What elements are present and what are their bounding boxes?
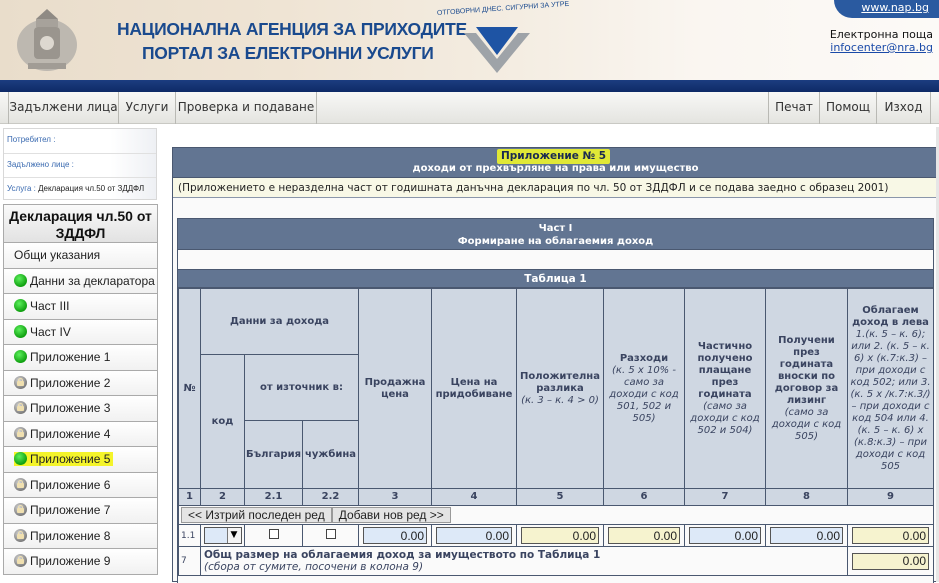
col-number: 9 (848, 489, 934, 506)
sidebar-item-part-4[interactable]: Част IV (3, 320, 158, 346)
lock-icon (14, 376, 27, 389)
taxable-income-input[interactable] (852, 527, 929, 544)
lock-icon (14, 427, 27, 440)
positive-diff-input[interactable] (521, 527, 599, 544)
nav-obligated-persons[interactable]: Задължени лица (8, 92, 119, 124)
col-number: 3 (359, 489, 432, 506)
col-header-partial-payment: Частично получено плащане през годината (само за доходи с код 502 и 504) (685, 289, 766, 489)
service-value: Декларация чл.50 от ЗДДФЛ (38, 184, 145, 193)
add-new-row-button[interactable]: Добави нов ред >> (332, 507, 451, 523)
obligated-person-label: Задължено лице : (7, 160, 74, 169)
part-title: Част I (538, 223, 573, 234)
email-label: Електронна поща (829, 28, 933, 41)
sidebar-item-appendix-4[interactable]: Приложение 4 (3, 422, 158, 448)
total-taxable-income-input[interactable] (852, 553, 929, 570)
sidebar-item-appendix-1[interactable]: Приложение 1 (3, 345, 158, 371)
total-row-number: 7 (179, 547, 201, 576)
col-header-acquisition-price: Цена на придобиване (432, 289, 517, 489)
portal-title: ПОРТАЛ ЗА ЕЛЕКТРОННИ УСЛУГИ (142, 43, 434, 63)
col-number: 7 (685, 489, 766, 506)
appendix-5-form (172, 147, 939, 582)
income-code-select[interactable] (204, 527, 242, 544)
col-number: 2.1 (245, 489, 303, 506)
nap-logo-icon (464, 25, 530, 73)
appendix-subtitle: доходи от прехвърляне на права или имущество (412, 163, 699, 174)
col-number: 1 (179, 489, 201, 506)
row-number: 1.1 (179, 525, 201, 547)
sidebar-title: Декларация чл.50 от ЗДДФЛ (3, 204, 158, 243)
col-header-bulgaria: България (245, 421, 303, 489)
table-1 (178, 269, 933, 576)
col-number: 4 (432, 489, 517, 506)
lock-icon (14, 503, 27, 516)
expenses-input[interactable] (608, 527, 680, 544)
appendix-note: (Приложението е неразделна част от годишната данъчна декларация по чл. 50 от ЗДДФЛ и се подава заедно с образец 2001) (173, 178, 938, 198)
col-header-taxable-income: Облагаем доход в лева 1.(к. 5 – к. 6); или 2. (к. 5 – к. 6) х (к.7:к.3) –при доходи с код 502; или 3. (к. 5 х /к.7:к.3/) – при доходи с код 504 или 4. (к. 5 – к. 6) х (к.8:к.3) – при доходи с код 505 (848, 289, 934, 489)
bulgaria-checkbox[interactable] (269, 529, 279, 539)
col-number: 5 (517, 489, 604, 506)
delete-last-row-button[interactable]: << Изтрий последен ред (181, 507, 332, 523)
sidebar-item-part-3[interactable]: Част III (3, 294, 158, 320)
abroad-checkbox[interactable] (326, 529, 336, 539)
chevron-down-icon: ▼ (227, 528, 241, 543)
table-row (179, 525, 934, 547)
site-link[interactable]: www.nap.bg (861, 1, 929, 14)
lock-icon (14, 554, 27, 567)
col-header-code: код (201, 355, 245, 489)
site-header (0, 0, 939, 80)
col-header-abroad: чужбина (303, 421, 359, 489)
nav-check-and-submit[interactable]: Проверка и подаване (176, 92, 317, 124)
col-header-leasing: Получени през годината вноски по договор за лизинг (само за доходи с код 505) (766, 289, 848, 489)
form-area (170, 127, 939, 582)
sidebar (3, 204, 158, 575)
header-divider (0, 80, 939, 92)
partial-payment-input[interactable] (689, 527, 761, 544)
total-label: Общ размер на облагаемия доход за имуществото по Таблица 1 (сбора от сумите, посочени в колона 9) (201, 547, 848, 576)
appendix-header (173, 148, 938, 178)
sidebar-item-appendix-9[interactable]: Приложение 9 (3, 549, 158, 575)
total-row (179, 547, 934, 576)
status-complete-icon (14, 350, 27, 363)
col-header-positive-diff: Положителна разлика (к. 3 – к. 4 > 0) (517, 289, 604, 489)
col-number: 8 (766, 489, 848, 506)
sale-price-input[interactable] (363, 527, 427, 544)
col-header-income-data: Данни за дохода (201, 289, 359, 355)
main-nav (0, 92, 939, 124)
part-header (178, 219, 933, 250)
nav-services[interactable]: Услуги (119, 92, 176, 124)
nav-print[interactable]: Печат (768, 92, 820, 124)
user-info-box (3, 128, 157, 200)
user-label: Потребител : (7, 135, 56, 144)
col-header-no: № (179, 289, 201, 489)
table-title: Таблица 1 (178, 270, 933, 288)
appendix-title: Приложение № 5 (497, 149, 610, 164)
col-number: 2 (201, 489, 245, 506)
sidebar-item-general-instructions[interactable]: Общи указания (3, 243, 158, 269)
sidebar-item-appendix-5[interactable]: Приложение 5 (3, 447, 158, 473)
sidebar-item-declarant-data[interactable]: Данни за декларатора (3, 269, 158, 295)
service-label: Услуга : (7, 184, 36, 193)
status-complete-icon (14, 274, 27, 287)
col-header-source: от източник в: (245, 355, 359, 421)
col-number: 6 (604, 489, 685, 506)
part-subtitle: Формиране на облагаемия доход (457, 236, 654, 247)
sidebar-item-appendix-6[interactable]: Приложение 6 (3, 473, 158, 499)
acquisition-price-input[interactable] (436, 527, 512, 544)
sidebar-item-appendix-7[interactable]: Приложение 7 (3, 498, 158, 524)
sidebar-item-appendix-2[interactable]: Приложение 2 (3, 371, 158, 397)
col-header-expenses: Разходи (к. 5 х 10% - само за доходи с код 501, 502 и 505) (604, 289, 685, 489)
col-number: 2.2 (303, 489, 359, 506)
email-link[interactable]: infocenter@nra.bg (830, 41, 933, 54)
lock-icon (14, 529, 27, 542)
lock-icon (14, 478, 27, 491)
coat-of-arms-icon (14, 5, 80, 73)
sidebar-item-appendix-8[interactable]: Приложение 8 (3, 524, 158, 550)
status-complete-icon (14, 452, 27, 465)
slogan: ОТГОВОРНИ ДНЕС. СИГУРНИ ЗА УТРЕ (436, 0, 570, 17)
nav-help[interactable]: Помощ (820, 92, 877, 124)
col-header-sale-price: Продажна цена (359, 289, 432, 489)
part-1-section (177, 218, 934, 583)
leasing-input[interactable] (770, 527, 843, 544)
status-complete-icon (14, 299, 27, 312)
nav-exit[interactable]: Изход (877, 92, 931, 124)
sidebar-item-appendix-3[interactable]: Приложение 3 (3, 396, 158, 422)
agency-title: НАЦИОНАЛНА АГЕНЦИЯ ЗА ПРИХОДИТЕ (117, 19, 467, 39)
status-complete-icon (14, 325, 27, 338)
lock-icon (14, 401, 27, 414)
